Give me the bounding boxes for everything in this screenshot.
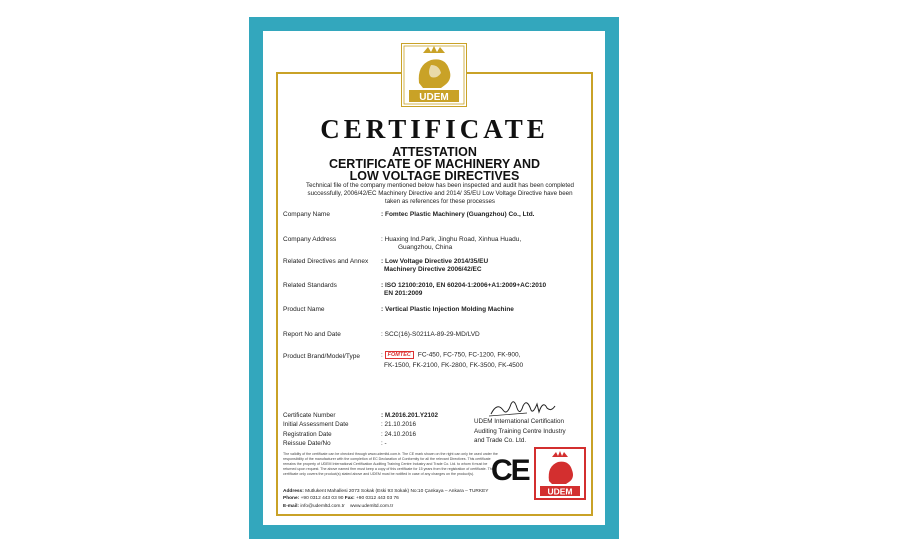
company-address-value-2: Guangzhou, China xyxy=(398,244,453,251)
report-label: Report No and Date xyxy=(283,331,341,338)
registration-date-label: Registration Date xyxy=(283,431,332,438)
ce-mark: CE xyxy=(491,454,529,487)
reissue-label: Reissue Date/No xyxy=(283,440,331,447)
company-name-value: : Fomtec Plastic Machinery (Guangzhou) Co., Ltd. xyxy=(381,211,535,218)
brand-prefix: : xyxy=(381,351,383,359)
lion-crown-stamp-icon xyxy=(536,449,584,498)
heading-line-3: LOW VOLTAGE DIRECTIVES xyxy=(349,169,520,183)
phone-label: Phone: xyxy=(283,496,300,501)
phone-line xyxy=(283,496,399,501)
directives-value-1: : Low Voltage Directive 2014/35/EU xyxy=(381,258,489,265)
stamp-text: UDEM xyxy=(547,486,573,497)
signature-icon xyxy=(487,394,557,420)
registration-date-value: : 24.10.2016 xyxy=(381,431,417,438)
email-label: E-mail: xyxy=(283,504,299,509)
cert-number-label: Certificate Number xyxy=(283,412,336,419)
intro-text: Technical file of the company mentioned below has been inspected and audit has been completed successfully, 2006/42/EC Machinery Directive and 2014/ 35/EU Low Voltage Directive have been taken as references for these processes xyxy=(306,182,574,205)
directives-label: Related Directives and Annex xyxy=(283,258,369,265)
email-line xyxy=(283,504,393,509)
address-label: Address: xyxy=(283,489,304,494)
company-address-value-1: : Huaxing Ind.Park, Jinghu Road, Xinhua Huadu, xyxy=(381,236,522,243)
brand-models-1: FC-450, FC-750, FC-1200, FK-900, xyxy=(417,351,521,359)
report-value: : SCC(16)-S0211A-89-29-MD/LVD xyxy=(381,331,480,338)
standards-value-2: EN 201:2009 xyxy=(384,290,423,297)
reissue-value: : - xyxy=(381,440,387,447)
standards-value-1: : ISO 12100:2010, EN 60204-1:2006+A1:2009+AC:2010 xyxy=(381,282,547,289)
email-value[interactable]: info@udemltd.com.tr xyxy=(300,504,345,509)
issuer-line-1: UDEM International Certification xyxy=(474,418,564,425)
web-value[interactable]: www.udemltd.com.tr xyxy=(350,504,394,509)
company-name-label: Company Name xyxy=(283,211,330,218)
address-value: Mutlukent Mahallesi 2073 Sokak (Eski 93 Sokak) No:10 Çankaya – Ankara – TURKEY xyxy=(305,489,489,494)
brand-label: Product Brand/Model/Type xyxy=(283,353,360,360)
issuer-line-3: and Trade Co. Ltd. xyxy=(474,437,527,444)
address-line xyxy=(283,489,489,494)
fax-label: Fax: xyxy=(344,496,355,501)
company-address-label: Company Address xyxy=(283,236,337,243)
product-name-value: : Vertical Plastic Injection Molding Machine xyxy=(381,306,514,313)
cert-number-value: : M.2016.201.Y2102 xyxy=(381,412,439,419)
certificate-title: CERTIFICATE xyxy=(320,114,549,144)
phone-value: +90 0312 443 03 90 xyxy=(300,496,344,501)
directives-value-2: Machinery Directive 2006/42/EC xyxy=(384,266,482,273)
fine-print: The validity of the certificate can be checked through www.udemltd.com.tr. The CE mark shown on the right can only be used under the responsibility of the manufacturer with the completion of EC Declaration of Conformity for all the relevant Directives. This certificate remains the property of UDEM International Certification Auditing Training Centre Industry and Trade Co. Ltd. to whom it must be returned upon request. The above named firm must keep a copy of this certificate for 15 years from the registration of certificate. This certificate only covers the product(s) stated above and UDEM must be notified in case of any changes on the product(s). xyxy=(283,452,498,477)
udem-stamp xyxy=(534,447,586,500)
brand-value-line-1 xyxy=(381,351,520,359)
logo-text: UDEM xyxy=(419,92,449,103)
initial-date-label: Initial Assessment Date xyxy=(283,421,349,428)
heading-line-1: ATTESTATION xyxy=(392,145,477,159)
fax-value: +90 0312 443 03 76 xyxy=(356,496,399,501)
initial-date-value: : 21.10.2016 xyxy=(381,421,417,428)
standards-label: Related Standards xyxy=(283,282,337,289)
fomtec-logo-icon: FOMTEC xyxy=(385,351,414,359)
lion-crown-logo-icon xyxy=(401,43,467,107)
heading-line-2: CERTIFICATE OF MACHINERY AND xyxy=(328,157,541,171)
product-name-label: Product Name xyxy=(283,306,325,313)
issuer-line-2: Auditing Training Centre Industry xyxy=(474,428,566,435)
brand-models-2: FK-1500, FK-2100, FK-2800, FK-3500, FK-4500 xyxy=(384,362,524,369)
